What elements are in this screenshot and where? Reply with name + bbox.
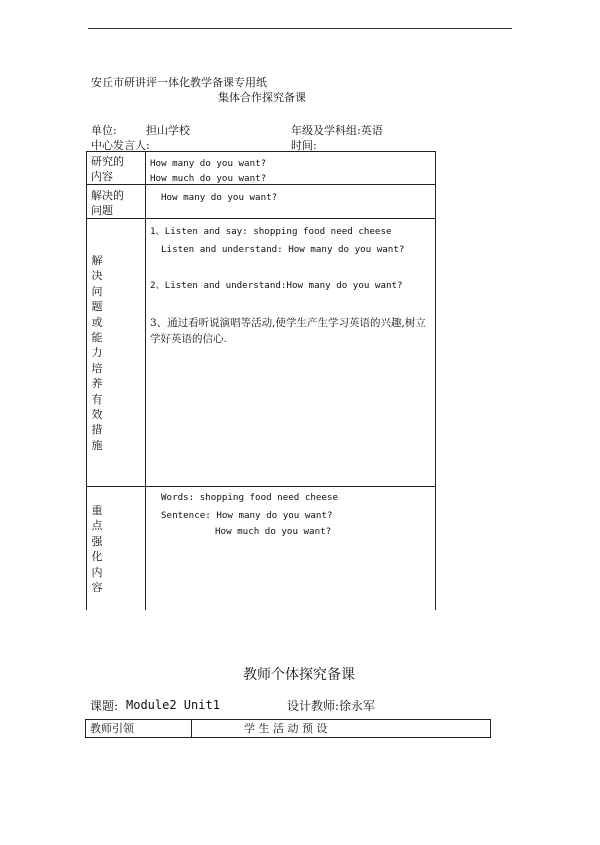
measure-line: 2、Listen and understand:How many do you want? (150, 280, 403, 291)
measure-line: Listen and understand: How many do you want? (161, 244, 405, 255)
measure-line: 3、通过看听说演唱等活动,使学生产生学习英语的兴趣,树立 (150, 317, 426, 329)
designer-label: 设计教师:徐永军 (287, 699, 376, 713)
content-line: How much do you want? (150, 173, 267, 184)
row-label-key-points: 重点强化内容 (91, 504, 103, 595)
table2-border-mid (191, 719, 192, 738)
measure-line: 1、Listen and say: shopping food need cheese (150, 226, 392, 237)
table-row-divider (86, 486, 436, 487)
table-row-divider (86, 218, 436, 219)
grade-subject-label: 年级及学科组:英语 (291, 124, 383, 137)
table2-border-right (490, 719, 491, 738)
row-label-content: 研究的 内容 (91, 155, 124, 183)
table-border-top (86, 151, 436, 152)
speaker-label: 中心发言人: (91, 139, 150, 152)
unit-label: 单位: (91, 124, 117, 137)
row-label-measures: 解决问题或能力培养有效措施 (91, 254, 103, 452)
content-line: How many do you want? (150, 158, 267, 169)
table-border-right (435, 151, 436, 610)
table2-border-top (85, 719, 491, 720)
header-rule (88, 28, 512, 29)
key-point-line: How much do you want? (215, 526, 332, 537)
table2-border-left (85, 719, 86, 738)
key-point-line: Sentence: How many do you want? (161, 510, 333, 521)
col-teacher-guide: 教师引领 (90, 722, 134, 735)
org-title: 安丘市研讲评一体化教学备课专用纸 (91, 76, 267, 89)
section-title: 教师个体探究备课 (243, 667, 355, 683)
topic-label: 课题: (90, 699, 119, 713)
table2-border-bottom (85, 737, 491, 738)
table-border-mid (145, 151, 146, 610)
key-point-line: Words: shopping food need cheese (161, 492, 339, 503)
row-label-problem: 解决的 问题 (91, 189, 124, 217)
problem-line: How many do you want? (161, 192, 278, 203)
col-student-activity: 学 生 活 动 预 设 (244, 722, 328, 735)
topic-value: Module2 Unit1 (126, 698, 220, 712)
time-label: 时间: (291, 139, 317, 152)
table-border-left (86, 151, 87, 610)
doc-subtitle: 集体合作探究备课 (218, 91, 306, 104)
unit-value: 担山学校 (146, 124, 190, 137)
measure-line: 学好英语的信心. (150, 333, 227, 345)
